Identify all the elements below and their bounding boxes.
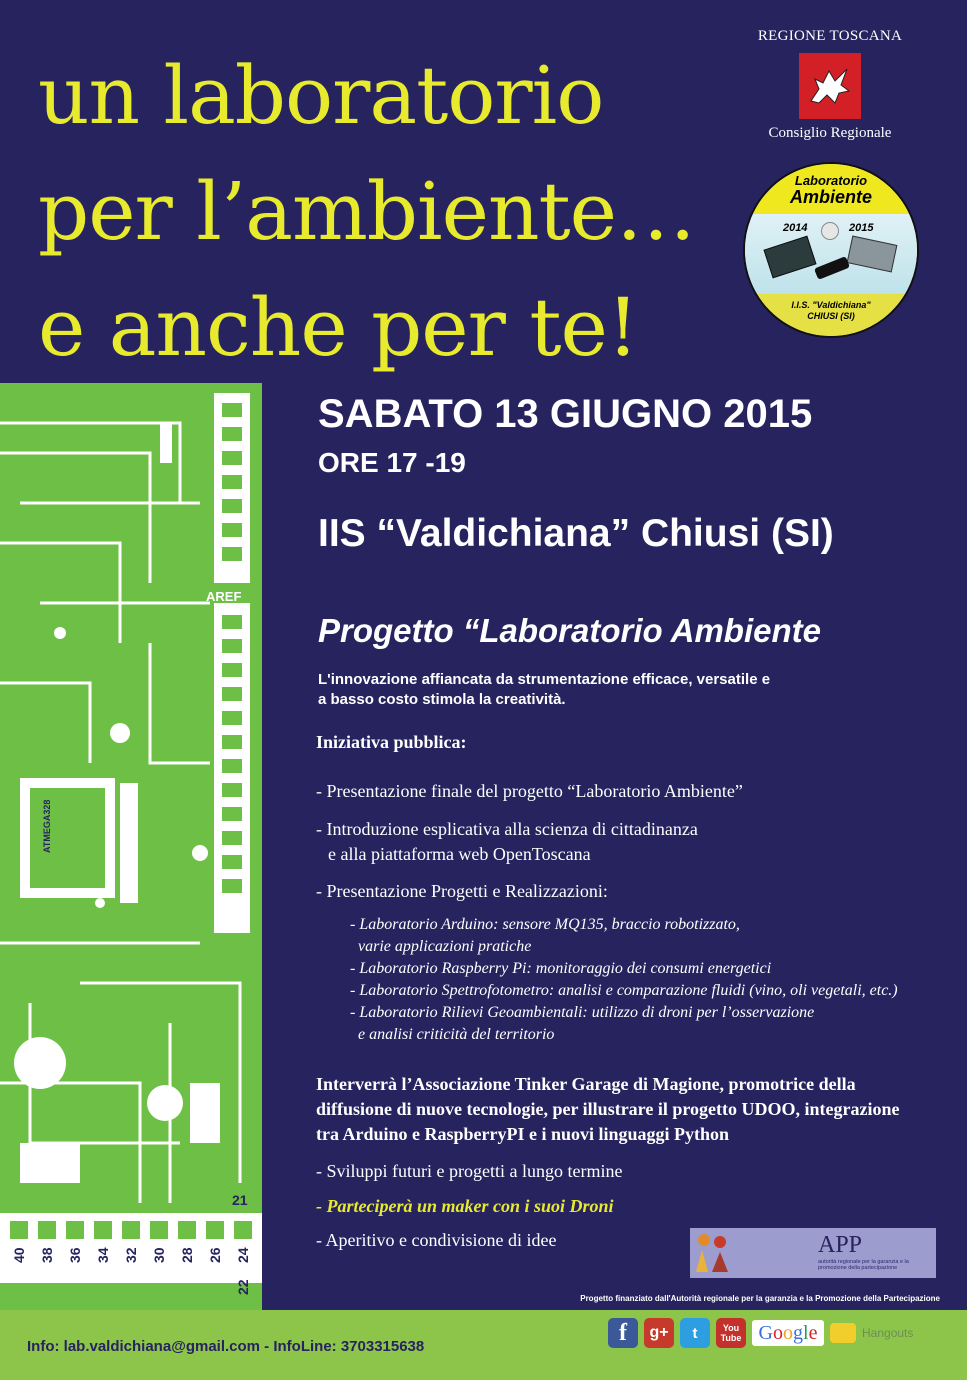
tinker-line-1: Interverrà l’Associazione Tinker Garage di Magione, promotrice della	[316, 1074, 856, 1094]
board-label-30: 30	[151, 1247, 167, 1263]
board-label-22: 22	[235, 1279, 251, 1295]
app-description: autorità regionale per la garanzia e la promozione della partecipazione	[818, 1259, 909, 1271]
region-name: REGIONE TOSCANA	[757, 28, 903, 44]
badge-title-2: Ambiente	[789, 187, 872, 207]
headline	[38, 38, 695, 386]
google-letter: l	[803, 1321, 809, 1344]
bullet-introduzione-cont: e alla piattaforma web OpenToscana	[328, 844, 591, 864]
sub-bullet-spettrofotometro: - Laboratorio Spettrofotometro: analisi e comparazione fluidi (vino, oli vegetali, etc.)	[350, 982, 898, 999]
headline-line-1: un laboratorio	[38, 49, 604, 142]
laboratorio-ambiente-logo	[743, 162, 919, 338]
facebook-icon[interactable]: f	[608, 1318, 638, 1348]
bullet-presentazione: - Presentazione finale del progetto “Laboratorio Ambiente”	[316, 781, 743, 801]
board-label-36: 36	[67, 1247, 83, 1263]
board-label-32: 32	[123, 1247, 139, 1263]
people-figures-icon	[694, 1232, 732, 1274]
youtube-icon-bottom: Tube	[720, 1333, 742, 1343]
youtube-icon[interactable]	[716, 1318, 746, 1348]
headline-line-3: e anche per te!	[38, 281, 638, 374]
footer	[0, 1310, 967, 1380]
board-label-28: 28	[179, 1247, 195, 1263]
google-logo[interactable]	[752, 1320, 824, 1346]
bullet-maker-droni: - Parteciperà un maker con i suoi Droni	[316, 1196, 614, 1216]
board-label-38: 38	[39, 1247, 55, 1263]
sensor-ball-icon	[821, 222, 839, 240]
bullet-aperitivo: - Aperitivo e condivisione di idee	[316, 1230, 557, 1250]
project-intro	[318, 670, 770, 710]
board-label-24: 24	[235, 1247, 251, 1263]
board-label-21: 21	[232, 1192, 248, 1208]
app-name: APP	[818, 1232, 863, 1258]
badge-title-1: Laboratorio	[794, 173, 868, 188]
tinker-garage-paragraph	[316, 1072, 899, 1147]
sub-bullet-rilievi-cont: e analisi criticità del territorio	[358, 1026, 555, 1043]
event-venue: IIS “Valdichiana” Chiusi (SI)	[318, 512, 834, 555]
bullet-introduzione: - Introduzione esplicativa alla scienza di cittadinanza	[316, 819, 698, 839]
youtube-icon-top: You	[722, 1323, 740, 1333]
pegasus-flag-icon	[799, 53, 861, 119]
app-logo	[690, 1228, 936, 1278]
circuit-board-image	[0, 383, 262, 1310]
event-date: SABATO 13 GIUGNO 2015	[318, 392, 813, 436]
google-letter: o	[773, 1321, 783, 1344]
google-letter: e	[808, 1321, 818, 1344]
bullet-progetti: - Presentazione Progetti e Realizzazioni:	[316, 881, 608, 901]
sub-bullet-arduino: - Laboratorio Arduino: sensore MQ135, braccio robotizzato,	[350, 916, 740, 933]
sub-bullet-rilievi: - Laboratorio Rilievi Geoambientali: utilizzo di droni per l’osservazione	[350, 1004, 815, 1021]
footer-info: Info: lab.valdichiana@gmail.com - InfoLine: 3703315638	[27, 1338, 425, 1355]
twitter-icon[interactable]: t	[680, 1318, 710, 1348]
event-time: ORE 17 -19	[318, 447, 466, 478]
initiative-label: Iniziativa pubblica:	[316, 732, 467, 752]
board-label-aref: AREF	[206, 589, 242, 604]
regione-toscana-logo	[750, 28, 910, 142]
badge-school-2: CHIUSI (SI)	[807, 311, 855, 321]
board-label-26: 26	[207, 1247, 223, 1263]
funding-note: Progetto finanziato dall'Autorità regionale per la garanzia e la Promozione della Partecipazione	[580, 1294, 940, 1303]
board-label-34: 34	[95, 1247, 111, 1263]
board-label-chip: ATMEGA328	[42, 799, 52, 853]
badge-year-end: 2015	[849, 222, 874, 234]
google-letter: o	[783, 1321, 793, 1344]
tinker-line-3: tra Arduino e RaspberryPI e i nuovi linguaggi Python	[316, 1124, 730, 1144]
project-title: Progetto “Laboratorio Ambiente	[318, 612, 821, 649]
google-letter: G	[758, 1321, 773, 1344]
intro-line-2: a basso costo stimola la creatività.	[318, 691, 566, 708]
sub-bullet-raspberry: - Laboratorio Raspberry Pi: monitoraggio dei consumi energetici	[350, 960, 772, 977]
intro-line-1: L'innovazione affiancata da strumentazione efficace, versatile e	[318, 671, 771, 688]
board-label-40: 40	[11, 1247, 27, 1263]
sub-bullet-arduino-cont: varie applicazioni pratiche	[358, 938, 532, 955]
board-label-gnd: GND	[214, 606, 239, 618]
hangouts-label: Hangouts	[862, 1326, 914, 1340]
headline-line-2: per l’ambiente…	[38, 165, 695, 258]
social-icons	[608, 1318, 913, 1348]
google-plus-icon[interactable]: g+	[644, 1318, 674, 1348]
hangouts-icon[interactable]	[830, 1323, 856, 1343]
badge-school-1: I.I.S. "Valdichiana"	[791, 300, 871, 310]
badge-year-start: 2014	[783, 222, 808, 234]
council-name: Consiglio Regionale	[768, 125, 892, 141]
bullet-sviluppi: - Sviluppi futuri e progetti a lungo termine	[316, 1161, 623, 1181]
tinker-line-2: diffusione di nuove tecnologie, per illustrare il progetto UDOO, integrazione	[316, 1099, 900, 1119]
google-letter: g	[793, 1321, 803, 1344]
